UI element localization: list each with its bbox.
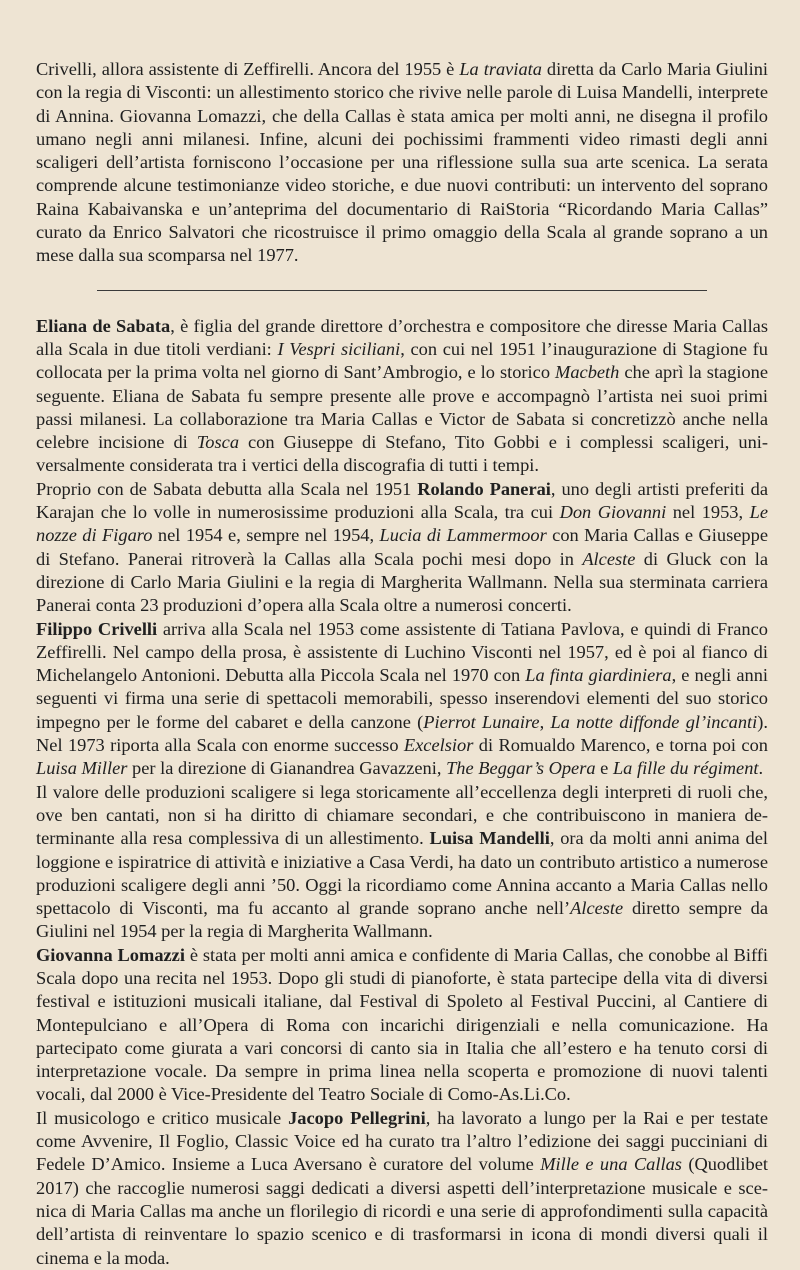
name-eliana-de-sabata: Eliana de Sabata xyxy=(36,315,171,336)
title-la-traviata: La traviata xyxy=(459,59,542,79)
document-page xyxy=(36,58,768,1270)
name-jacopo-pellegrini: Jacopo Pellegrini xyxy=(288,1107,426,1128)
bio-jacopo-pellegrini: Il musicologo e critico musicale Jacopo Pellegrini, ha lavorato a lungo per la Rai e per testate come Avvenire, Il Foglio, Classic Voice ed ha curato tra l’altro l’edizione dei saggi pucciniani di Fedele D’Amico. Insieme a Luca Aversano è curatore del volume Mille e una Callas (Quodlibet 2017) che raccoglie numerosi saggi dedicati a diversi aspetti dell’interpretazione musicale e scenica di Maria Callas ma anche un florilegio di ricordi e una serie di approfondimenti sulla capacità dell’artista di reinventare lo spazio scenico e di trasformarsi in icona di mondi diversi quali il cinema e la moda. xyxy=(36,1107,769,1268)
name-rolando-panerai: Rolando Panerai xyxy=(417,478,551,499)
bio-eliana-de-sabata: Eliana de Sabata, è figlia del grande direttore d’orchestra e compositore che diresse Maria Callas alla Scala in due titoli verdiani: I Vespri siciliani, con cui nel 1951 l’inaugurazione di Stagione fu collocata per la prima volta nel giorno di Sant’Ambrogio, e lo storico Macbeth che aprì la stagione seguente. Eliana de Sabata fu sempre presente alle prove e accompagnò l’artista nei suoi primi passi milanesi. La collaborazione tra Maria Callas e Victor de Sabata si concretizzò anche nella celebre incisione di Tosca con Giuseppe di Stefano, Tito Gobbi e i complessi scaligeri, universalmente considerata tra i vertici della discografia di tutti i tempi. xyxy=(36,315,769,476)
bio-luisa-mandelli: Il valore delle produzioni scaligere si lega storicamente all’eccellenza degli interpreti di ruoli che, ove ben cantati, non si ha diritto di chiamare secondari, e che contribuiscono in maniera determinante alla resa complessiva di un allestimento. Luisa Mandelli, ora da molti anni anima del loggione e ispiratrice di attività e iniziative a Casa Verdi, ha dato un contributo artistico a numerose produzioni scaligere degli anni ’50. Oggi la ricordiamo come Annina accanto a Maria Callas nello spettacolo di Visconti, ma fu accanto al grande soprano anche nell’Alceste diretto sempre da Giulini nel 1954 per la regia di Margherita Wallmann. xyxy=(36,781,769,942)
name-luisa-mandelli: Luisa Mandelli xyxy=(429,828,550,849)
name-giovanna-lomazzi: Giovanna Lomazzi xyxy=(36,944,185,965)
bio-rolando-panerai: Proprio con de Sabata debutta alla Scala nel 1951 Rolando Panerai, uno degli artisti preferiti da Karajan che lo volle in numerosissime produzioni alla Scala, tra cui Don Giovanni nel 1953, Le nozze di Figaro nel 1954 e, sempre nel 1954, Lucia di Lammermoor con Maria Callas e Giuseppe di Stefano. Panerai ritroverà la Callas alla Scala pochi mesi dopo in Alceste di Gluck con la direzione di Carlo Maria Giulini e la regia di Margherita Wallmann. Nella sua sterminata carriera Panerai conta 23 produzioni d’opera alla Scala oltre a numerosi concerti. xyxy=(36,478,769,616)
intro-paragraph: Crivelli, allora assistente di Zeffirelli. Ancora del 1955 è La traviata diretta da Carlo Maria Giulini con la regia di Visconti: un allestimento storico che rivive nelle parole di Luisa Mandelli, interprete di Annina. Giovanna Lomazzi, che della Callas è stata amica per molti anni, ne disegna il profilo umano negli anni milanesi. Infine, alcuni dei pochissimi frammenti video rimasti degli anni scaligeri dell’artista forniscono l’occasione per una riflessione sulla sua arte scenica. La serata comprende alcune testimonianze video storiche, e due nuovi contributi: un intervento del soprano Raina Kabaivanska e un’anteprima del documentario di RaiStoria “Ricordando Maria Callas” curato da Enrico Salvatori che ricostruisce il primo omaggio della Scala al grande soprano a un mese dalla sua scomparsa nel 1977. xyxy=(36,59,769,266)
section-divider xyxy=(97,290,707,291)
name-filippo-crivelli: Filippo Crivelli xyxy=(36,618,158,639)
bio-filippo-crivelli: Filippo Crivelli arriva alla Scala nel 1953 come assistente di Tatiana Pavlova, e quindi di Franco Zeffirelli. Nel campo della prosa, è assistente di Luchino Visconti nel 1957, ed è poi al fianco di Michelangelo Antonioni. Debutta alla Piccola Scala nel 1970 con La finta giardiniera, e negli anni seguenti vi firma una serie di spettacoli memorabili, spesso inserendovi elementi del suo storico impegno per le forme del cabaret e della canzone (Pierrot Lunaire, La notte diffonde gl’incanti). Nel 1973 riporta alla Scala con enorme successo Excelsior di Romualdo Marenco, e torna poi con Luisa Miller per la direzione di Gianandrea Gavazzeni, The Beggar’s Opera e La fille du régiment. xyxy=(36,618,768,779)
bio-giovanna-lomazzi: Giovanna Lomazzi è stata per molti anni amica e confidente di Maria Callas, che conobbe al Biffi Scala dopo una recita nel 1953. Dopo gli studi di pianoforte, è stata partecipe della vita di diversi festival e istituzioni musicali italiane, dal Festival di Spoleto al Festival Puccini, al Cantiere di Montepulciano e all’Opera di Roma con incarichi dirigenziali e nella comunicazione. Ha partecipato come giurata a vari concorsi di canto sia in Italia che all’estero e ha tenuto corsi di interpretazione vocale. Da sempre in prima linea nella scoperta e promozione di nuovi talenti vocali, dal 2000 è Vice-Presidente del Teatro Sociale di Como-As.Li.Co. xyxy=(36,944,768,1105)
